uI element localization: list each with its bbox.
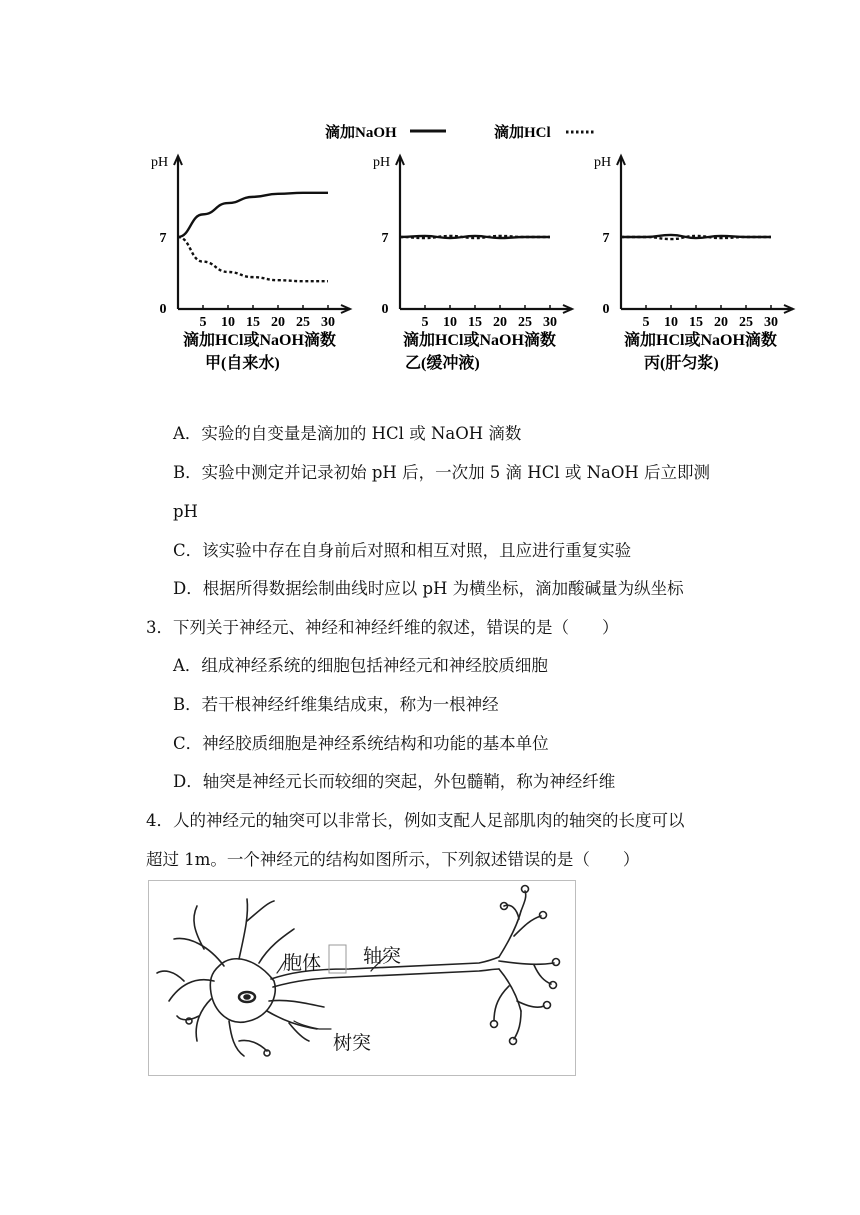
option-b-q2-cont: pH <box>173 502 198 521</box>
ph-chart-1 <box>151 155 350 372</box>
x-axis-caption: 滴加HCl或NaOH滴数 <box>624 332 777 349</box>
cell-body <box>210 959 275 1023</box>
x-tick-label: 20 <box>493 315 507 330</box>
nucleolus <box>244 995 250 999</box>
y-axis-label: pH <box>373 155 391 170</box>
x-tick-label: 5 <box>642 315 650 330</box>
legend <box>325 123 596 141</box>
dendrite-label: 树突 <box>333 1032 372 1054</box>
x-tick-label: 25 <box>518 315 532 330</box>
y-tick-label: 7 <box>159 231 167 246</box>
x-tick-label: 20 <box>271 315 285 330</box>
x-tick-label: 30 <box>764 315 778 330</box>
option-a-q3: A．组成神经系统的细胞包括神经元和神经胶质细胞 <box>173 656 548 675</box>
ph-charts-figure <box>0 0 860 390</box>
x-tick-label: 25 <box>296 315 310 330</box>
option-a-q2: A．实验的自变量是滴加的 HCl 或 NaOH 滴数 <box>173 424 522 443</box>
x-tick-label: 10 <box>443 315 457 330</box>
x-tick-label: 20 <box>714 315 728 330</box>
chart-sample-caption: 甲(自来水) <box>205 355 280 372</box>
dendrites <box>157 899 324 1056</box>
naoh-series-line <box>178 193 328 237</box>
y-axis-label: pH <box>151 155 169 170</box>
option-b-q3: B．若干根神经纤维集结成束，称为一根神经 <box>173 695 499 714</box>
question-4: 4．人的神经元的轴突可以非常长，例如支配人足部肌肉的轴突的长度可以 <box>146 811 685 830</box>
legend-naoh-label: 滴加NaOH <box>325 125 397 141</box>
y-axis-label: pH <box>594 155 612 170</box>
x-tick-label: 15 <box>689 315 703 330</box>
axon-label: 轴突 <box>363 945 402 967</box>
option-b-q2: B．实验中测定并记录初始 pH 后，一次加 5 滴 HCl 或 NaOH 后立即测 <box>173 463 711 482</box>
neuron-diagram <box>148 880 576 1076</box>
y-tick-label: 0 <box>159 302 167 317</box>
x-tick-label: 25 <box>739 315 753 330</box>
x-tick-label: 15 <box>246 315 260 330</box>
x-tick-label: 10 <box>221 315 235 330</box>
x-tick-label: 5 <box>421 315 429 330</box>
soma-label: 胞体 <box>283 952 322 974</box>
x-tick-label: 10 <box>664 315 678 330</box>
y-tick-label: 7 <box>381 231 389 246</box>
x-tick-label: 30 <box>543 315 557 330</box>
x-tick-label: 15 <box>468 315 482 330</box>
x-axis-caption: 滴加HCl或NaOH滴数 <box>403 332 556 349</box>
axon-terminals <box>491 886 560 1045</box>
ph-chart-2 <box>373 155 572 372</box>
legend-hcl-label: 滴加HCl <box>494 125 551 141</box>
x-tick-label: 5 <box>199 315 207 330</box>
option-d-q3: D．轴突是神经元长而较细的突起，外包髓鞘，称为神经纤维 <box>173 772 616 791</box>
chart-sample-caption: 丙(肝匀浆) <box>644 355 719 372</box>
y-tick-label: 7 <box>602 231 610 246</box>
option-d-q2: D．根据所得数据绘制曲线时应以 pH 为横坐标，滴加酸碱量为纵坐标 <box>173 579 684 598</box>
hcl-series-line <box>178 237 328 281</box>
x-axis-caption: 滴加HCl或NaOH滴数 <box>183 332 336 349</box>
ph-chart-3 <box>594 155 793 372</box>
chart-sample-caption: 乙(缓冲液) <box>405 355 480 372</box>
y-tick-label: 0 <box>602 302 610 317</box>
option-c-q3: C．神经胶质细胞是神经系统结构和功能的基本单位 <box>173 734 549 753</box>
question-4-cont: 超过 1m。一个神经元的结构如图所示，下列叙述错误的是（ ） <box>146 850 640 869</box>
y-tick-label: 0 <box>381 302 389 317</box>
question-3: 3．下列关于神经元、神经和神经纤维的叙述，错误的是（ ） <box>146 618 619 637</box>
x-tick-label: 30 <box>321 315 335 330</box>
option-c-q2: C．该实验中存在自身前后对照和相互对照，且应进行重复实验 <box>173 541 632 560</box>
